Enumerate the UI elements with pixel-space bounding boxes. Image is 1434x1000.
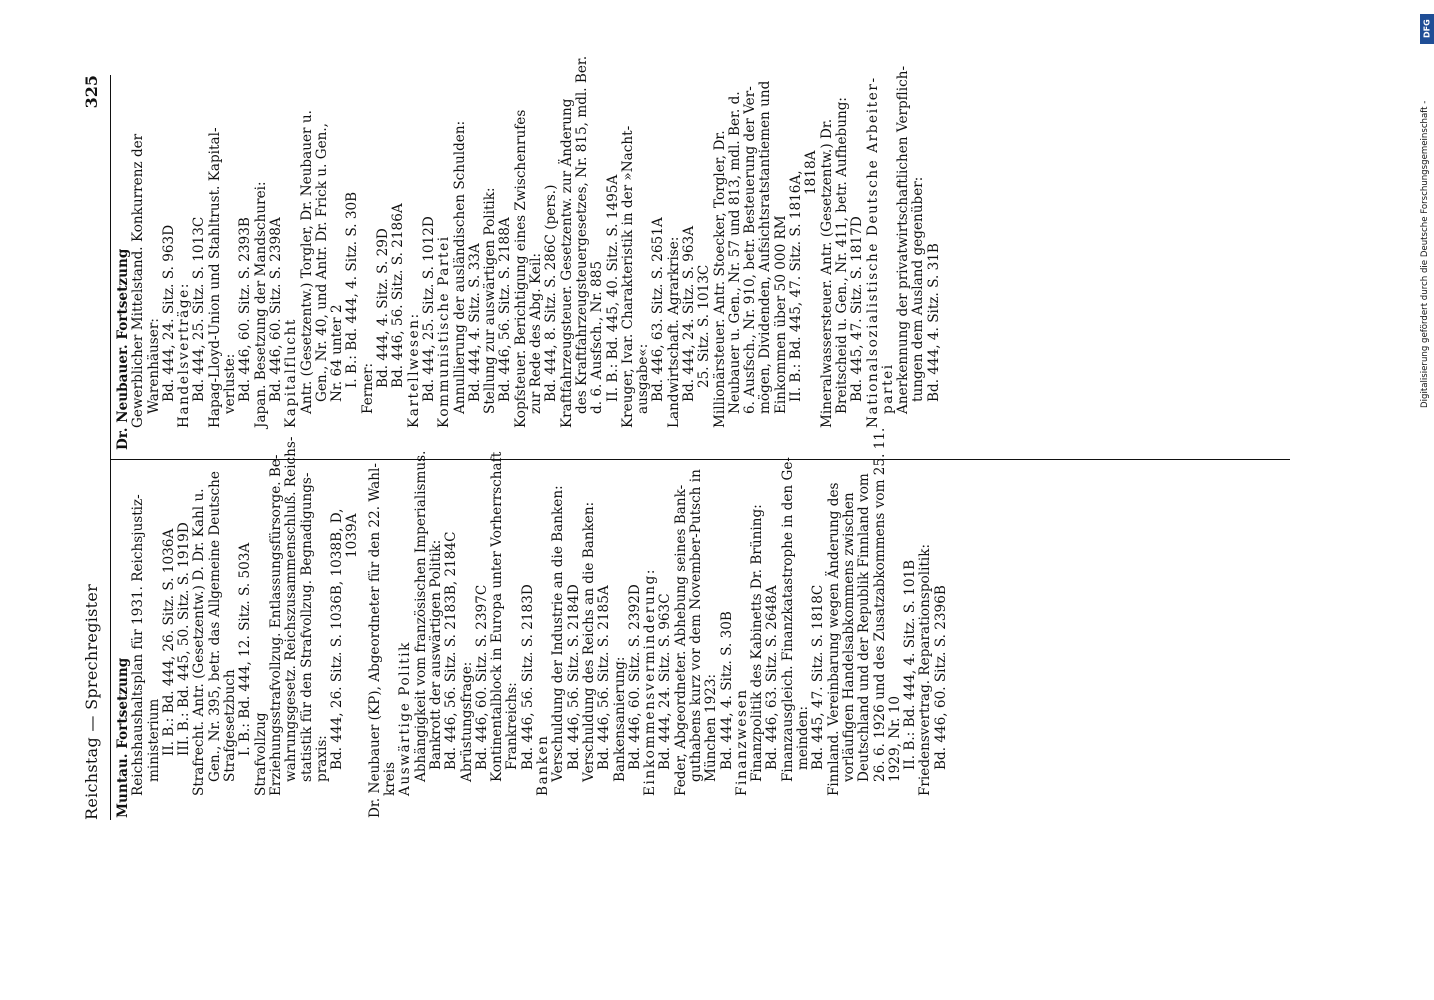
- register-line: Landwirtschaft. Agrarkrise:: [665, 236, 682, 428]
- register-line: Gewerblicher Mittelstand. Konkurrenz der: [130, 133, 147, 428]
- register-line: II. B.: Bd. 445, 47. Sitz. S. 1816A,: [788, 170, 805, 402]
- register-line: Bankrott der auswärtigen Politik:: [427, 539, 444, 770]
- register-line: guthabens kurz vor dem November-Putsch in: [687, 469, 704, 782]
- register-line: Bd. 446, 56. Sitz. S. 2183D: [519, 584, 536, 770]
- register-line: Auswärtige Politik: [397, 641, 414, 796]
- register-line: 6. Ausfsch., Nr. 910, betr. Besteuerung der Ver-: [742, 86, 759, 414]
- register-line: Millionärsteuer. Antr. Stoecker, Torgler, Dr.: [711, 130, 728, 428]
- register-line: Verschuldung der Industrie an die Banken:: [550, 485, 567, 782]
- register-line: Bd. 446, 56. Sitz. S. 2184D: [565, 584, 582, 770]
- register-line: mögen, Dividenden, Aufsichtsratstantiemen und: [757, 80, 774, 414]
- register-line: des Kraftfahrzeugsteuergesetzes, Nr. 815, mdl. Ber.: [573, 55, 590, 414]
- register-line: Japan. Besetzung der Mandschurei:: [252, 181, 269, 428]
- register-line: Bd. 446, 56. Sitz. S. 2186A: [390, 203, 407, 388]
- header-rule: [110, 75, 111, 820]
- register-line: Stellung zur auswärtigen Politik:: [482, 187, 499, 414]
- register-line: partei: [879, 363, 896, 414]
- register-line: vorläufigen Handelsabkommens zwischen: [840, 492, 857, 782]
- register-line: Finanzwesen: [733, 688, 750, 796]
- register-line: Handelsverträge:: [176, 282, 193, 428]
- register-line: Bd. 444, 24. Sitz. S. 963C: [657, 593, 674, 770]
- register-line: ministerium: [145, 698, 162, 782]
- register-line: Bd. 444, 24. Sitz. S. 963D: [160, 224, 177, 402]
- right-column: [115, 55, 942, 450]
- register-line: Bd. 444, 4. Sitz. S. 33A: [466, 243, 483, 402]
- register-line: I. B.: Bd. 444, 12. Sitz. S. 503A: [237, 542, 254, 756]
- register-line: verluste:: [222, 353, 239, 414]
- register-line: Kapitalflucht: [283, 318, 300, 428]
- register-line: Anerkennung der privatwirtschaftlichen Verpflich-: [895, 65, 912, 414]
- register-line: Bd. 444, 24. Sitz. S. 963A: [680, 225, 697, 402]
- register-line: d. 6. Ausfsch., Nr. 885: [589, 260, 606, 414]
- register-line: Gen., Nr. 40, und Antr. Dr. Frick u. Gen.,: [313, 122, 330, 402]
- register-line: statistik für den Strafvollzug. Begnadigungs-: [298, 472, 315, 782]
- register-line: Hapag-Lloyd-Union und Stahltrust. Kapital-: [206, 127, 223, 428]
- register-line: Bd. 446, 63. Sitz. S. 2648A: [764, 585, 781, 770]
- register-line: Abrüstungsfrage:: [458, 661, 475, 782]
- register-line: Bd. 444, 4. Sitz. S. 29D: [375, 228, 392, 388]
- register-line: Antr. (Gesetzentw.) Torgler, Dr. Neubauer u.: [298, 110, 315, 414]
- register-line: wahrungsgesetz. Reichszusammenschluß. Reichs-: [283, 436, 300, 782]
- register-line: Kopfsteuer. Berichtigung eines Zwischenrufes: [512, 109, 529, 428]
- register-line: Verschuldung des Reichs an die Banken:: [580, 501, 597, 782]
- register-line: Muntau. Fortsetzung: [115, 657, 131, 818]
- register-line: Kommunistische Partei: [436, 235, 453, 428]
- dfg-note: [1418, 8, 1434, 988]
- register-line: tungen dem Ausland gegenüber:: [910, 176, 927, 402]
- register-line: Finanzpolitik des Kabinetts Dr. Brüning:: [749, 504, 766, 782]
- register-line: Bd. 444, 25. Sitz. S. 1012D: [420, 216, 437, 402]
- register-line: München 1923:: [703, 673, 720, 782]
- register-line: zur Rede des Abg. Keil:: [528, 252, 545, 414]
- left-column: [115, 427, 949, 818]
- register-line: Deutschland und der Republik Finnland vom: [856, 473, 873, 782]
- register-line: 25. Sitz. S. 1013C: [696, 264, 713, 388]
- register-line: II. B.: Bd. 445, 40. Sitz. S. 1495A: [604, 174, 621, 402]
- register-line: Einkommen über 50 000 RM: [772, 215, 789, 414]
- register-line: Mineralwassersteuer. Antr. (Gesetzentw.) Dr.: [818, 118, 835, 428]
- register-line: Bd. 444, 4. Sitz. S. 31B: [925, 243, 942, 402]
- register-line: Ferner:: [359, 362, 376, 414]
- register-line: Dr. Neubauer (KP), Abgeordneter für den 22. Wahl-: [366, 463, 383, 818]
- register-line: Bd. 446, 56. Sitz. S. 2185A: [596, 585, 613, 770]
- register-line: Bd. 444, 25. Sitz. S. 1013C: [191, 216, 208, 402]
- page-number: 325: [82, 75, 101, 109]
- register-line: II. B.: Bd. 444, 26. Sitz. S. 1036A: [160, 528, 177, 756]
- register-line: Bd. 444, 26. Sitz. S. 1036B, 1038B, D,: [329, 508, 346, 770]
- register-line: praxis:: [313, 735, 330, 782]
- register-line: 1929, Nr. 10: [886, 695, 903, 782]
- register-line: Bd. 444, 8. Sitz. S. 286C (pers.): [543, 184, 560, 402]
- register-line: Bd. 444, 4. Sitz. S. 30B: [718, 611, 735, 770]
- register-line: Gen., Nr. 395, betr. das Allgemeine Deutsche: [206, 471, 223, 782]
- register-line: Abhängigkeit vom französischen Imperialismus.: [412, 450, 429, 782]
- register-line: Warenhäuser:: [145, 318, 162, 414]
- register-line: Kraftfahrzeugsteuer. Gesetzentw. zur Änderung: [558, 98, 575, 428]
- register-line: III. B.: Bd. 445, 50. Sitz. S. 1919D: [176, 522, 193, 756]
- register-line: II. B.: Bd. 444, 4. Sitz. S. 101B: [902, 559, 919, 770]
- register-line: Dr. Neubauer. Fortsetzung: [115, 248, 131, 450]
- register-line: meinden:: [795, 705, 812, 770]
- register-line: Einkommensverminderung:: [642, 567, 659, 796]
- dfg-note-text: Digitalisierung gefördert durch die Deutsche Forschungsgemeinschaft -: [1420, 100, 1430, 408]
- register-line: kreis: [382, 761, 399, 796]
- running-head-title: Reichstag — Sprechregister: [82, 583, 101, 820]
- register-line: Kontinentalblock in Europa unter Vorherrschaft: [489, 451, 506, 782]
- register-line: Bd. 446, 63. Sitz. S. 2651A: [650, 217, 667, 402]
- register-line: Erziehungsstrafvollzug. Entlassungsfürsorge. Be-: [267, 454, 284, 796]
- register-line: Bd. 446, 56. Sitz. S. 2183B, 2184C: [443, 531, 460, 770]
- register-line: Kreuger, Ivar. Charakteristik in der »Nacht-: [619, 125, 636, 428]
- register-line: Banken: [535, 734, 552, 796]
- register-line: I. B.: Bd. 444, 4. Sitz. S. 30B: [344, 191, 361, 388]
- register-line: Finnland. Vereinbarung wegen Änderung des: [825, 482, 842, 796]
- register-line: Bd. 445, 47. Sitz. S. 1818C: [810, 584, 827, 770]
- register-line: Friedensvertrag. Reparationspolitik:: [917, 543, 934, 796]
- register-line: Feder, Abgeordneter. Abhebung seines Bank-: [672, 484, 689, 796]
- register-line: Bd. 446, 60. Sitz. S. 2398A: [267, 217, 284, 402]
- register-line: Strafgesetzbuch: [222, 669, 239, 782]
- register-line: Bd. 446, 56. Sitz. S. 2188A: [497, 217, 514, 402]
- register-line: Frankreichs:: [504, 682, 521, 770]
- register-line: Bd. 446, 60. Sitz. S. 2396B: [932, 585, 949, 770]
- register-line: Strafrecht. Antr. (Gesetzentw.) D. Dr. Kahl u.: [191, 488, 208, 796]
- register-line: Strafvollzug: [252, 712, 269, 796]
- register-line: Kartellwesen:: [405, 312, 422, 428]
- register-line: Bankensanierung:: [611, 656, 628, 782]
- register-line: Bd. 445, 47. Sitz. S. 1817D: [849, 216, 866, 402]
- register-line: 26. 6. 1926 und des Zusatzabkommens vom 25. 11.: [871, 427, 888, 782]
- register-line: ausgabe«:: [635, 343, 652, 414]
- register-line: Bd. 446, 60. Sitz. S. 2393B: [237, 217, 254, 402]
- register-line: Annullierung der ausländischen Schulden:: [451, 120, 468, 414]
- dfg-logo: DFG: [1420, 14, 1434, 44]
- register-line: Bd. 446, 60. Sitz. S. 2392D: [626, 584, 643, 770]
- register-line: Reichshaushaltsplan für 1931. Reichsjustiz-: [130, 494, 147, 796]
- register-line: 1818A: [803, 150, 820, 195]
- register-line: Nr. 64 unter 2: [329, 304, 346, 402]
- register-line: Nationalsozialistische Deutsche Arbeiter-: [864, 76, 881, 428]
- register-line: Bd. 446, 60. Sitz. S. 2397C: [473, 584, 490, 770]
- register-line: Breitscheid u. Gen., Nr. 411, betr. Aufhebung:: [833, 96, 850, 414]
- register-line: Neubauer u. Gen., Nr. 57 und 813, mdl. Ber. d.: [726, 91, 743, 414]
- register-line: Finanzausgleich. Finanzkatastrophe in den Ge-: [779, 457, 796, 782]
- register-line: 1039A: [344, 513, 361, 558]
